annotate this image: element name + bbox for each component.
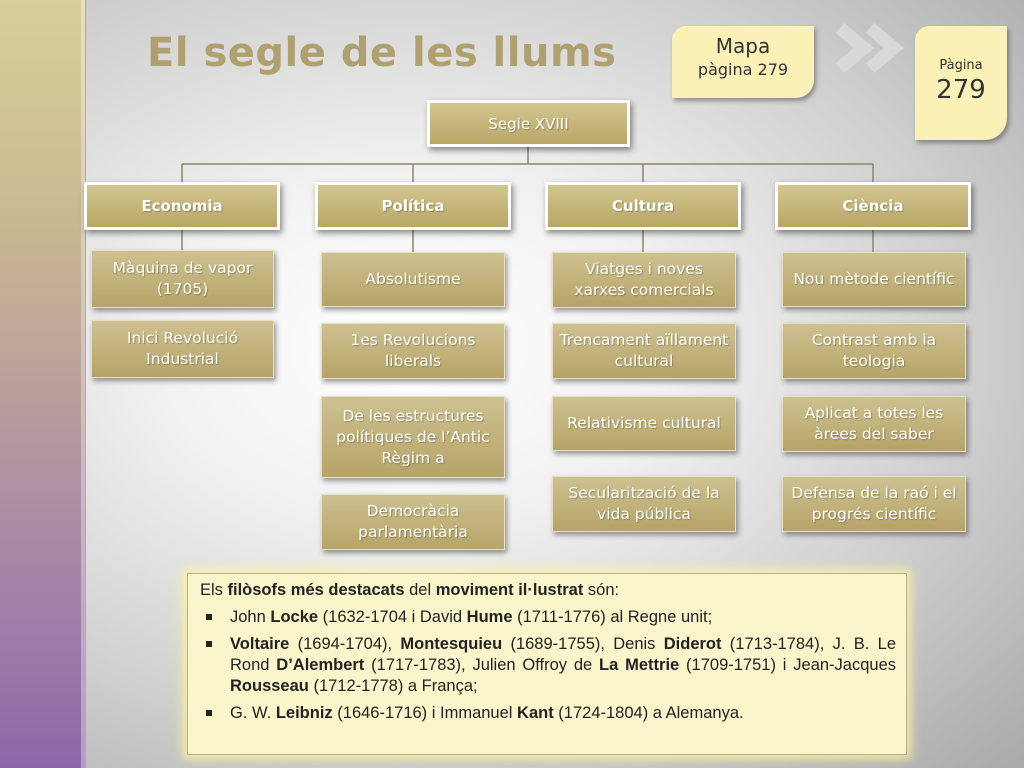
philosophers-list	[200, 607, 896, 724]
philosopher-name: Montesquieu	[400, 635, 503, 653]
category-label: Cultura	[611, 197, 675, 215]
intro-bold: moviment il·lustrat	[435, 581, 584, 599]
node-ciencia-4: Defensa de la raó i el progrés científic	[782, 476, 966, 532]
category-cultura	[545, 182, 741, 230]
map-note-label: Mapa	[715, 34, 771, 58]
node-economia-2: Inici Revolució Industrial	[91, 320, 274, 378]
intro-text: són:	[583, 581, 620, 599]
text-run: (1689-1755), Denis	[502, 635, 664, 653]
node-ciencia-2: Contrast amb la teologia	[782, 323, 966, 379]
text-run: (1713-1784), J. B. Le Rond	[230, 635, 896, 674]
text-run: (1646-1716) i Immanuel	[332, 704, 518, 722]
decorative-side-band	[0, 0, 86, 768]
text-run: (1712-1778) a França;	[308, 677, 478, 695]
text-run: G. W.	[230, 704, 276, 722]
philosopher-name: Hume	[466, 608, 513, 626]
philosopher-name: Rousseau	[230, 677, 309, 695]
intro-text: del	[404, 581, 436, 599]
node-cultura-4: Secularització de la vida pública	[552, 476, 736, 532]
double-chevron-right-icon	[834, 22, 910, 74]
list-item	[200, 703, 896, 724]
intro-bold: filòsofs més destacats	[227, 581, 405, 599]
text-run: John	[230, 608, 271, 626]
category-ciencia	[775, 182, 971, 230]
philosopher-name: Locke	[270, 608, 319, 626]
list-item	[200, 634, 896, 697]
node-economia-1: Màquina de vapor (1705)	[91, 250, 274, 308]
philosopher-name: La Mettrie	[599, 656, 680, 674]
category-economia	[84, 182, 280, 230]
node-cultura-2: Trencament aïllament cultural	[552, 323, 736, 379]
textbox-intro	[200, 580, 896, 601]
node-cultura-3: Relativisme cultural	[552, 396, 736, 451]
text-run: (1717-1783), Julien Offroy de	[364, 656, 600, 674]
intro-text: Els	[200, 581, 228, 599]
philosopher-name: D’Alembert	[276, 656, 365, 674]
category-label: Economia	[141, 197, 223, 215]
text-run: (1709-1751) i Jean-Jacques	[679, 656, 896, 674]
node-cultura-1: Viatges i noves xarxes comercials	[552, 252, 736, 308]
category-politica	[315, 182, 511, 230]
map-note-page: pàgina 279	[697, 60, 789, 79]
philosopher-name: Kant	[517, 704, 554, 722]
text-run: (1711-1776) al Regne unit;	[512, 608, 713, 626]
philosopher-name: Voltaire	[230, 635, 290, 653]
node-politica-2: 1es Revolucions liberals	[321, 323, 505, 379]
root-node	[427, 100, 630, 147]
node-ciencia-3: Aplicat a totes les àrees del saber	[782, 396, 966, 452]
node-politica-1: Absolutisme	[321, 252, 505, 307]
node-politica-3: De les estructures polítiques de l’Antic Règim a	[321, 396, 505, 478]
node-politica-4: Democràcia parlamentària	[321, 494, 505, 550]
category-label: Ciència	[842, 197, 904, 215]
page-number-note[interactable]	[915, 26, 1007, 140]
page-note-number: 279	[936, 75, 986, 105]
text-run: (1632-1704 i David	[318, 608, 467, 626]
category-label: Política	[381, 197, 445, 215]
page-note-label: Pàgina	[939, 58, 983, 73]
text-run: (1694-1704),	[289, 635, 401, 653]
map-page-note[interactable]	[672, 26, 814, 98]
philosopher-name: Diderot	[663, 635, 722, 653]
list-item	[200, 607, 896, 628]
philosopher-name: Leibniz	[275, 704, 333, 722]
text-run: (1724-1804) a Alemanya.	[553, 704, 744, 722]
philosophers-textbox	[187, 573, 907, 755]
slide-title: El segle de les llums	[147, 30, 617, 76]
root-node-label: Segle XVIII	[488, 114, 569, 133]
node-ciencia-1: Nou mètode científic	[782, 252, 966, 307]
